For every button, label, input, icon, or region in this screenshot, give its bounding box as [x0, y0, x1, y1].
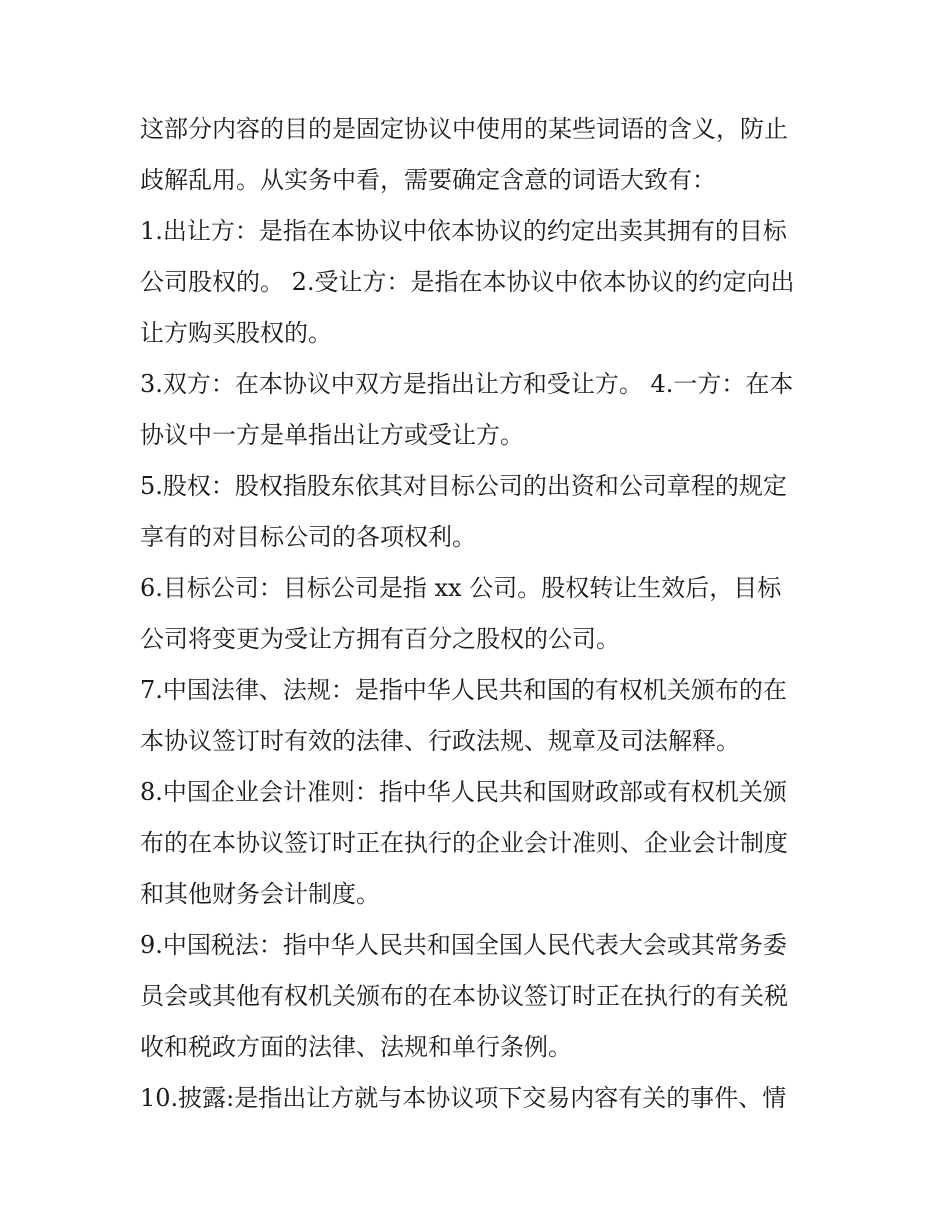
text-line: 5.股权：股权指股东依其对目标公司的出资和公司章程的规定: [140, 472, 787, 500]
text-line: 布的在本协议签订时正在执行的企业会计准则、企业会计制度: [140, 829, 788, 857]
text-line: 歧解乱用。从实务中看，需要确定含意的词语大致有：: [140, 166, 716, 194]
text-line: 7.中国法律、法规：是指中华人民共和国的有权机关颁布的在: [140, 676, 787, 704]
text-line: 9.中国税法：指中华人民共和国全国人民代表大会或其常务委: [140, 931, 787, 959]
text-line: 协议中一方是单指出让方或受让方。: [140, 421, 524, 449]
text-line: 收和税政方面的法律、法规和单行条例。: [140, 1033, 572, 1061]
text-line: 让方购买股权的。: [140, 319, 332, 347]
text-line: 公司将变更为受让方拥有百分之股权的公司。: [140, 625, 620, 653]
text-line: 享有的对目标公司的各项权利。: [140, 523, 476, 551]
text-line: 8.中国企业会计准则：指中华人民共和国财政部或有权机关颁: [140, 778, 787, 806]
text-line: 员会或其他有权机关颁布的在本协议签订时正在执行的有关税: [140, 982, 788, 1010]
text-line: 公司股权的。 2.受让方：是指在本协议中依本协议的约定向出: [140, 268, 795, 296]
text-line: 1.出让方：是指在本协议中依本协议的约定出卖其拥有的目标: [140, 217, 787, 245]
document-body: [140, 104, 820, 1124]
text-line: 6.目标公司：目标公司是指 xx 公司。股权转让生效后，目标: [140, 574, 782, 602]
text-line: 10.披露:是指出让方就与本协议项下交易内容有关的事件、情: [140, 1084, 787, 1112]
text-line: 这部分内容的目的是固定协议中使用的某些词语的含义，防止: [140, 115, 788, 143]
text-line: 和其他财务会计制度。: [140, 880, 380, 908]
text-line: 本协议签订时有效的法律、行政法规、规章及司法解释。: [140, 727, 740, 755]
text-line: 3.双方：在本协议中双方是指出让方和受让方。 4.一方：在本: [140, 370, 794, 398]
